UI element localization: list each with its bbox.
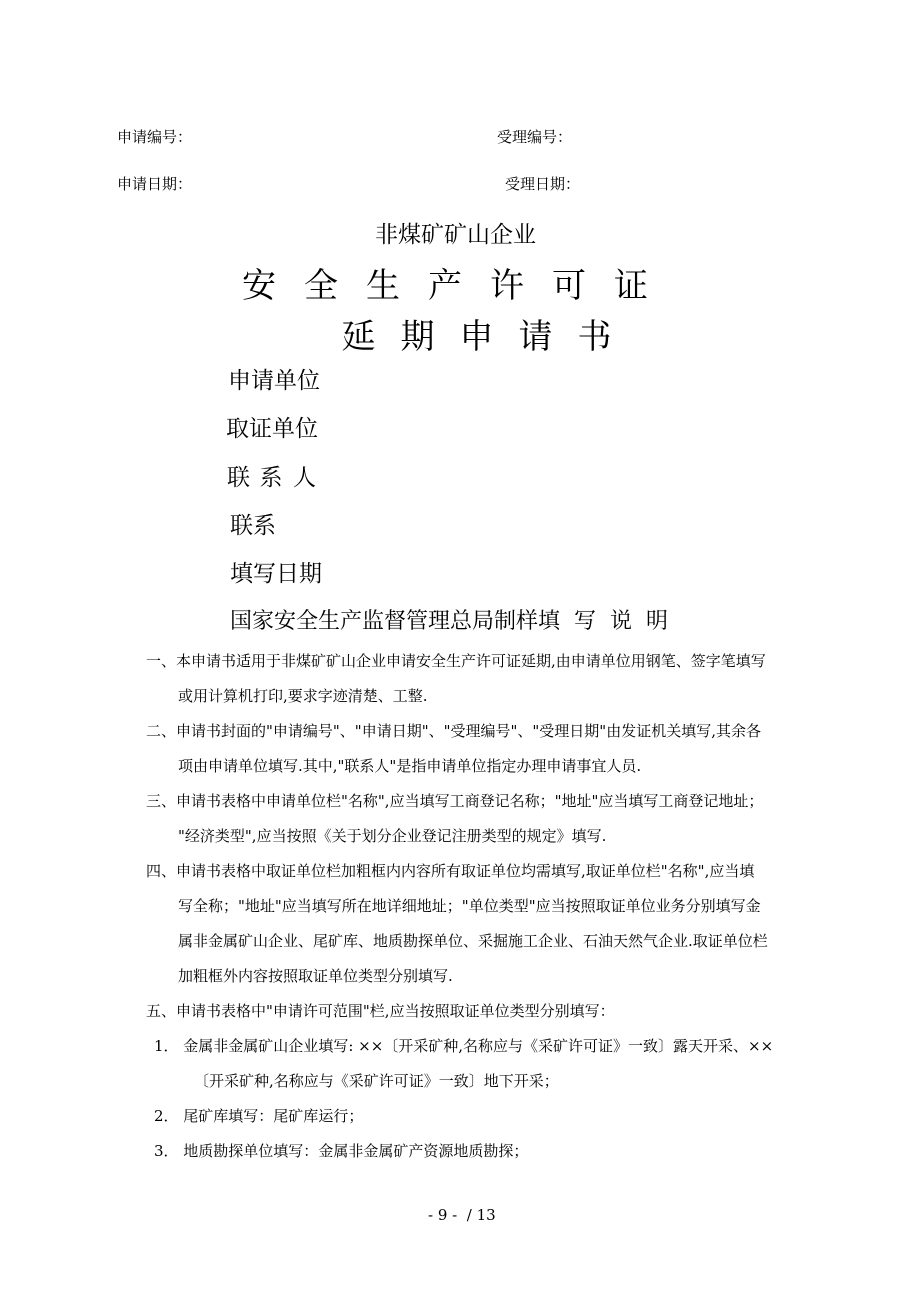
scope-item-line: 〔开采矿种,名称应与《采矿许可证》一致〕地下开采； [194,1072,559,1090]
instruction-paragraph [146,714,812,784]
title-char: 全 [304,266,338,306]
application-date-label: 申请日期： [117,175,193,193]
document-title [228,258,662,307]
fill-date-label: 填写日期 [230,561,322,587]
applicant-unit-label: 申请单位 [228,368,320,394]
contact-person-label [227,459,315,492]
title-char: 许 [490,266,524,306]
instruction-line: 四、申请书表格中取证单位栏加粗框内内容所有取证单位均需填写,取证单位栏"名称",应当填 [146,862,755,880]
title-char: 书 [577,317,612,357]
contact-char: 联 [227,465,250,491]
instruction-paragraph [146,994,812,1029]
instruction-line: 或用计算机打印,要求字迹清楚、工整. [178,687,428,705]
document-title-second-line [329,309,624,358]
scope-item [146,1134,812,1169]
instruction-line: 项由申请单位填写.其中,"联系人"是指申请单位指定办理申请事宜人员. [178,757,642,775]
contact-char: 人 [293,465,316,491]
title-char: 产 [428,266,462,306]
title-char: 可 [552,266,586,306]
instruction-line: 三、申请书表格中申请单位栏"名称",应当填写工商登记名称；"地址"应当填写工商登记地址； [146,792,764,810]
publisher-line [230,604,668,635]
scope-item-line: 3． 地质勘探单位填写：金属非金属矿产资源地质勘探； [154,1142,529,1160]
title-char: 请 [518,317,553,357]
page-number: - 9 - / 13 [428,1206,496,1224]
instruction-line: 一、本申请书适用于非煤矿矿山企业申请安全生产许可证延期,由申请单位用钢笔、签字笔填写 [146,652,766,670]
title-char: 生 [366,266,400,306]
scope-item-line: 1． 金属非金属矿山企业填写: ××〔开采矿种,名称应与《采矿许可证》一致〕露天开采、×× [154,1037,774,1055]
instruction-paragraph [146,854,812,994]
instructions-body [146,644,812,1169]
application-no-label: 申请编号： [117,128,193,146]
contact-char: 系 [259,465,283,491]
acceptance-date-label: 受理日期： [505,175,581,193]
certificate-unit-label: 取证单位 [226,416,318,442]
instruction-line: 属非金属矿山企业、尾矿库、地质勘探单位、采掘施工企业、石油天然气企业.取证单位栏 [178,932,768,950]
contact-label: 联系 [230,513,276,539]
instruction-line: 二、申请书封面的"申请编号"、"申请日期"、"受理编号"、"受理日期"由发证机关填写,其余各 [146,722,761,740]
instruction-paragraph [146,644,812,714]
title-char: 延 [341,317,376,357]
instruction-line: 写全称；"地址"应当填写所在地详细地址；"单位类型"应当按照取证单位业务分别填写金 [178,897,761,915]
instructions-heading: 填 写 说 明 [538,609,668,634]
instruction-line: 五、申请书表格中"申请许可范围"栏,应当按照取证单位类型分别填写： [146,1002,615,1020]
instruction-line: 加粗框外内容按照取证单位类型分别填写. [178,967,453,985]
publisher-name: 国家安全生产监督管理总局制样 [230,609,539,634]
scope-item-line: 2． 尾矿库填写：尾矿库运行； [154,1107,364,1125]
acceptance-no-label: 受理编号： [497,128,573,146]
instruction-paragraph [146,784,812,854]
title-char: 申 [459,317,494,357]
scope-item [146,1099,812,1134]
title-char: 证 [614,266,648,306]
title-char: 安 [242,266,276,306]
instruction-line: "经济类型",应当按照《关于划分企业登记注册类型的规定》填写. [178,827,607,845]
scope-item [146,1029,812,1099]
document-subtitle: 非煤矿矿山企业 [375,222,536,248]
title-char: 期 [400,317,435,357]
